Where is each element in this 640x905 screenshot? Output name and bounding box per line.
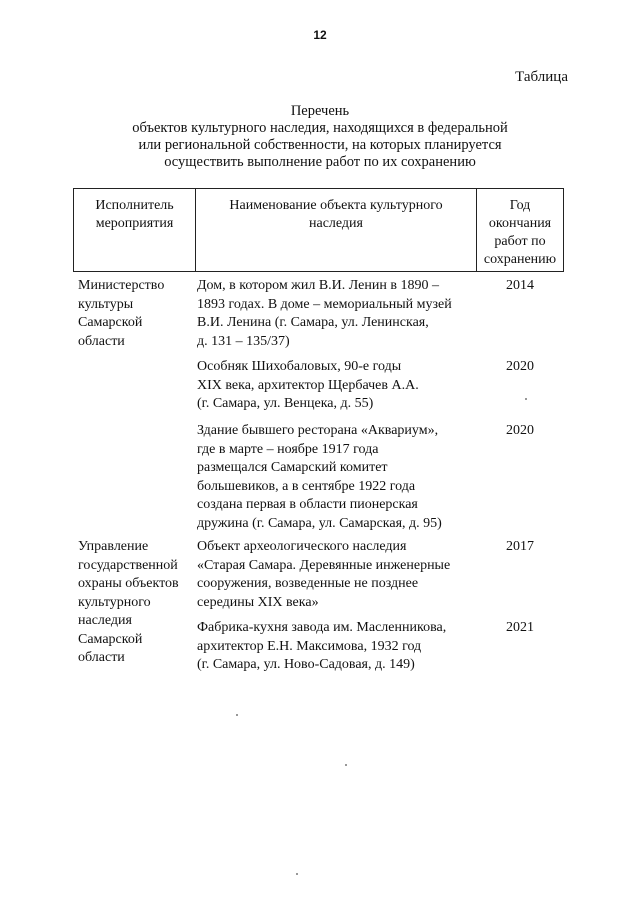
executor-line: Министерство bbox=[78, 278, 165, 293]
header-line: окончания bbox=[488, 216, 552, 231]
header-line: мероприятия bbox=[95, 216, 174, 231]
object-name-line: Здание бывшего ресторана «Аквариум», bbox=[197, 423, 439, 438]
scan-speck bbox=[525, 398, 527, 400]
header-line: сохранению bbox=[483, 252, 557, 267]
header-line: Год bbox=[509, 198, 531, 213]
object-name-line: сооружения, возведенные не позднее bbox=[197, 576, 419, 591]
executor-line: наследия bbox=[78, 613, 132, 628]
executor-line: Самарской bbox=[78, 631, 143, 647]
object-name-cell bbox=[197, 277, 473, 351]
header-line: Исполнитель bbox=[95, 198, 174, 213]
object-name-line: дружина (г. Самара, ул. Самарская, д. 95) bbox=[197, 515, 442, 531]
object-name-line: «Старая Самара. Деревянные инженерные bbox=[197, 557, 451, 573]
scan-speck bbox=[236, 714, 238, 716]
scan-speck bbox=[296, 873, 298, 875]
scan-speck bbox=[345, 764, 347, 766]
object-name-cell bbox=[197, 538, 473, 612]
object-name-line: Особняк Шихобаловых, 90-е годы bbox=[197, 359, 402, 374]
object-name-line: создана первая в области пионерская bbox=[197, 497, 418, 512]
object-name-line: XIX века, архитектор Щербачев А.А. bbox=[197, 377, 419, 393]
executor-line: охраны объектов bbox=[78, 576, 179, 591]
executor-line: области bbox=[78, 650, 125, 665]
object-name-line: размещался Самарский комитет bbox=[197, 460, 388, 475]
year-cell: 2014 bbox=[506, 278, 534, 293]
executor-line: Самарской bbox=[78, 315, 143, 330]
year-cell: 2017 bbox=[506, 539, 534, 554]
object-name-cell bbox=[197, 422, 473, 533]
object-name-line: д. 131 – 135/37) bbox=[197, 333, 290, 349]
object-name-line: В.И. Ленина (г. Самара, ул. Ленинская, bbox=[197, 315, 429, 330]
object-name-cell bbox=[197, 358, 473, 414]
title-line: Перечень bbox=[290, 103, 350, 119]
header-line: работ по bbox=[494, 234, 546, 249]
object-name-line: большевиков, а в сентябре 1922 года bbox=[197, 478, 416, 494]
title-line: осуществить выполнение работ по их сохранению bbox=[164, 154, 476, 170]
year-cell: 2020 bbox=[506, 359, 534, 374]
executor-line: культурного bbox=[78, 594, 151, 610]
object-name-line: (г. Самара, ул. Ново-Садовая, д. 149) bbox=[197, 657, 415, 672]
executor-line: Управление bbox=[78, 539, 149, 554]
executor-cell bbox=[78, 277, 193, 351]
object-name-cell bbox=[197, 619, 473, 675]
title-line: объектов культурного наследия, находящихся в федеральной bbox=[132, 120, 508, 136]
object-name-line: архитектор Е.Н. Максимова, 1932 год bbox=[197, 638, 422, 654]
header-line: Наименование объекта культурного bbox=[229, 198, 443, 213]
executor-line: государственной bbox=[78, 557, 178, 573]
title-line: или региональной собственности, на которых планируется bbox=[138, 137, 502, 153]
year-cell: 2020 bbox=[506, 423, 534, 438]
page-number: 12 bbox=[313, 28, 327, 42]
object-name-line: Объект археологического наследия bbox=[197, 539, 407, 554]
executor-cell bbox=[78, 538, 193, 668]
year-cell: 2021 bbox=[506, 620, 534, 635]
executor-line: области bbox=[78, 333, 125, 349]
table-caption: Таблица bbox=[515, 69, 568, 85]
object-name-line: где в марте – ноябре 1917 года bbox=[197, 441, 379, 457]
executor-line: культуры bbox=[78, 296, 134, 312]
object-name-line: середины XIX века» bbox=[197, 594, 319, 610]
object-name-line: 1893 годах. В доме – мемориальный музей bbox=[197, 296, 452, 312]
header-line: наследия bbox=[309, 216, 363, 231]
object-name-line: (г. Самара, ул. Венцека, д. 55) bbox=[197, 396, 374, 411]
object-name-line: Фабрика-кухня завода им. Масленникова, bbox=[197, 620, 447, 635]
object-name-line: Дом, в котором жил В.И. Ленин в 1890 – bbox=[197, 278, 439, 293]
